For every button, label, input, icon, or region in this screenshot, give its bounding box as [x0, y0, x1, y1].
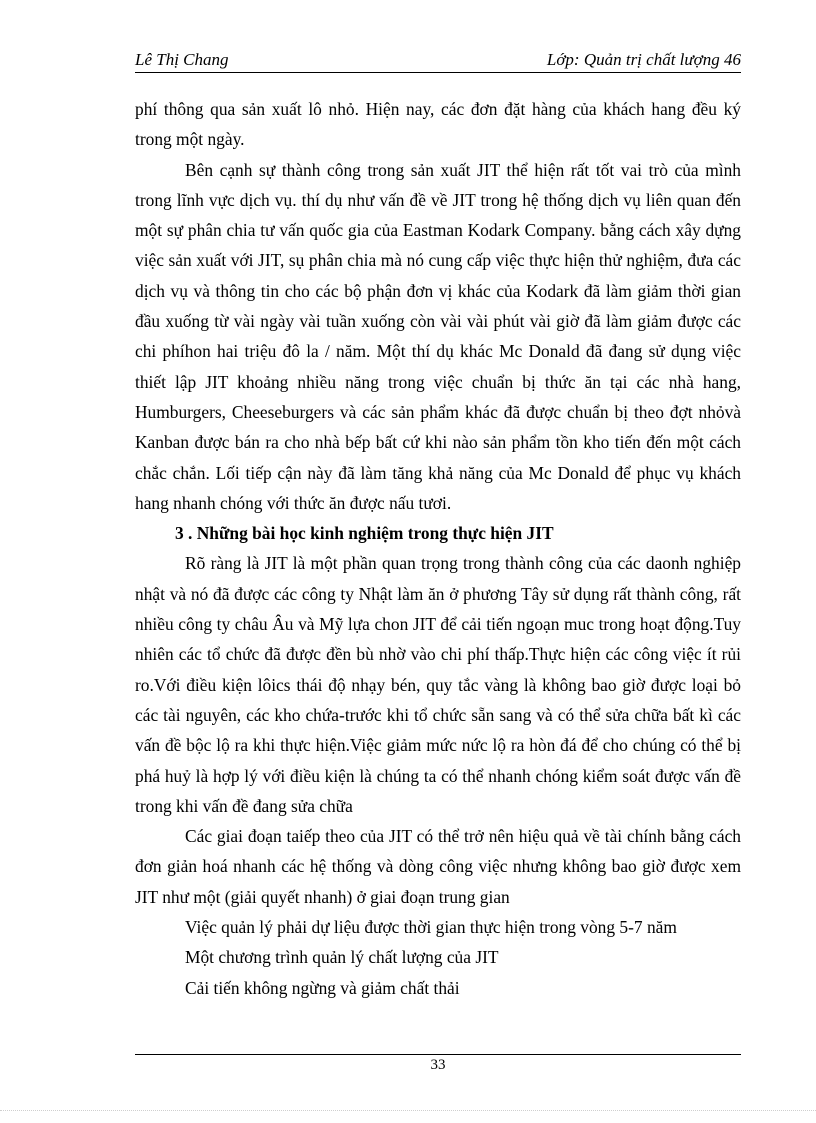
page-bottom-border [0, 1110, 816, 1111]
list-line-timeline: Việc quản lý phải dự liệu được thời gian thực hiện trong vòng 5-7 năm [185, 917, 677, 938]
header-class: Lớp: Quản trị chất lượng 46 [546, 50, 741, 69]
footer-divider [135, 1054, 741, 1055]
paragraph-lessons: Rõ ràng là JIT là một phần quan trọng trong thành công của các daonh nghiệp nhật và nó đã được các công ty Nhật làm ăn ở phương Tây sử dụng rất thành công, rất nhiều công ty châu Âu và Mỹ lựa chon JIT để cải tiến ngoạn muc trong hoạt động.Tuy nhiên các tổ chức đã được đền bù nhờ vào chi phí thấp.Thực hiện các công việc ít rủi ro.Với điều kiện lôics thái độ nhạy bén, quy tắc vàng là không bao giờ được loại bỏ các tài nguyên, các kho chứa-trước khi tổ chức sẵn sang và có thể sửa chữa bất kì các vấn đề bộc lộ ra khi thực hiện.Việc giảm mức nức lộ ra hòn đá để cho chúng có thể bị phá huỷ là hợp lý với điều kiện là chúng ta có thể nhanh chóng kiểm soát được vấn đề trong khi vấn đề đang sửa chữa [135, 553, 741, 816]
page-number: 33 [430, 1057, 446, 1073]
header-author: Lê Thị Chang [135, 50, 229, 69]
paragraph-service-examples: Bên cạnh sự thành công trong sản xuất JIT thể hiện rất tốt vai trò của mình trong lĩnh vực dịch vụ. thí dụ như vấn đề về JIT trong hệ thống dịch vụ liên quan đến một sự phân chia tư vấn quốc gia của Eastman Kodark Company. bằng cách xây dựng việc sản xuất với JIT, sụ phân chia mà nó cung cấp việc thực hiện thử nghiệm, đưa các dịch vụ và thông tin cho các bộ phận đơn vị khác của Kodark đã làm giảm thời gian đầu xuống từ vài ngày vài tuần xuống còn vài vài phút vài giờ đã làm giảm được các chi phíhon hai triệu đô la / năm. Một thí dụ khác Mc Donald đã đang sử dụng việc thiết lập JIT khoảng nhiều năng trong việc chuẩn bị thức ăn tại các nhà hang, Humburgers, Cheeseburgers và các sản phẩm khác đã được chuẩn bị theo đợt nhỏvà Kanban được bán ra cho nhà bếp bất cứ khi nào sản phẩm tồn kho tiến đến một cách chắc chắn. Lối tiếp cận này đã làm tăng khả năng của Mc Donald để phục vụ khách hang nhanh chóng với thức ăn được nấu tươi. [135, 159, 741, 513]
list-line-quality-program: Một chương trình quản lý chất lượng của JIT [185, 947, 499, 968]
paragraph-next-stages: Các giai đoạn taiếp theo của JIT có thể trở nên hiệu quả về tài chính bằng cách đơn giản hoá nhanh các hệ thống và dòng công việc nhưng không bao giờ được xem JIT như một (giải quyết nhanh) ở giai đoạn trung gian [135, 826, 741, 907]
page-header [135, 48, 741, 73]
list-line-improvement: Cải tiến không ngừng và giảm chất thải [185, 977, 460, 998]
document-body [135, 94, 741, 1003]
paragraph-continuation: phí thông qua sản xuất lô nhỏ. Hiện nay, các đơn đặt hàng của khách hang đều ký trong một ngày. [135, 99, 741, 150]
section-heading: 3 . Những bài học kinh nghiệm trong thực hiện JIT [175, 523, 554, 544]
